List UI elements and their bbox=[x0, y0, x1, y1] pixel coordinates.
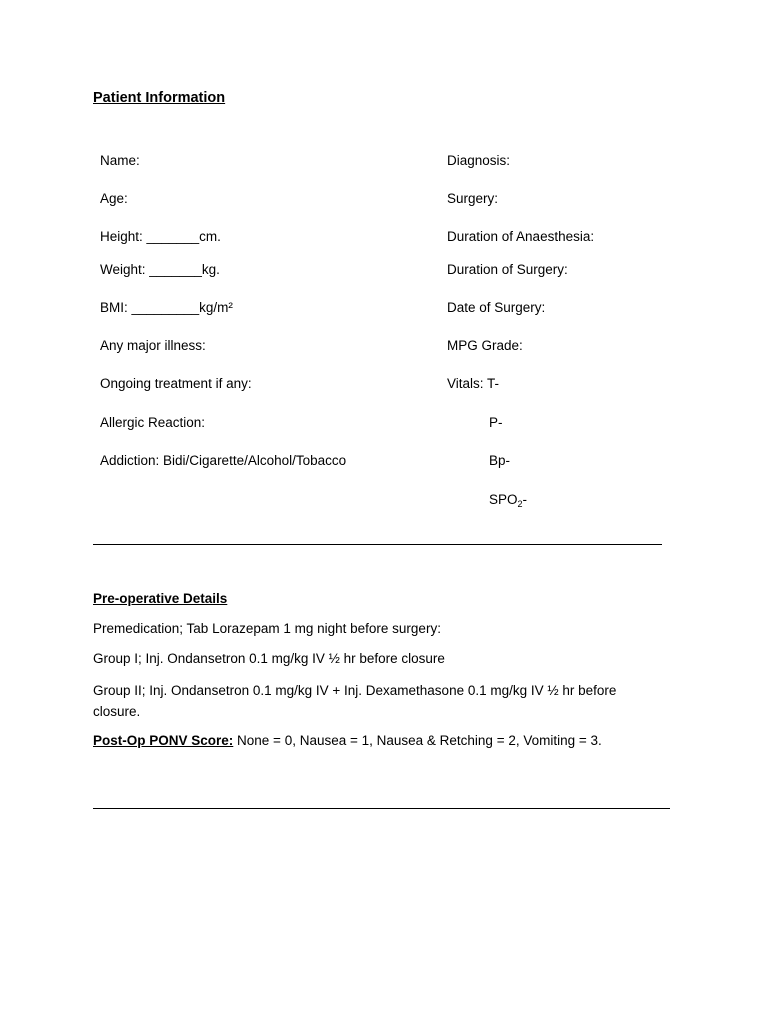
page-title: Patient Information bbox=[93, 90, 226, 106]
field-date-surgery: Date of Surgery: bbox=[447, 300, 546, 315]
field-allergic-reaction: Allergic Reaction: bbox=[100, 415, 206, 430]
field-major-illness: Any major illness: bbox=[100, 338, 206, 353]
field-weight: Weight: _______kg. bbox=[100, 262, 220, 277]
field-addiction: Addiction: Bidi/Cigarette/Alcohol/Tobacco bbox=[100, 453, 347, 468]
group1-text: Group I; Inj. Ondansetron 0.1 mg/kg IV ½ hr before closure bbox=[93, 651, 445, 666]
field-diagnosis: Diagnosis: bbox=[447, 153, 511, 168]
field-surgery: Surgery: bbox=[447, 191, 499, 206]
premedication-text: Premedication; Tab Lorazepam 1 mg night before surgery: bbox=[93, 621, 441, 636]
ponv-score-label: Post-Op PONV Score: bbox=[93, 733, 234, 748]
field-duration-anaesthesia: Duration of Anaesthesia: bbox=[447, 229, 595, 244]
ponv-score-line bbox=[93, 732, 602, 750]
field-duration-surgery: Duration of Surgery: bbox=[447, 262, 568, 277]
field-name: Name: bbox=[100, 153, 140, 168]
spo2-prefix: SPO bbox=[489, 492, 518, 507]
field-vitals-bp: Bp- bbox=[489, 453, 511, 468]
field-age: Age: bbox=[100, 191, 128, 206]
divider-line bbox=[93, 808, 670, 809]
field-mpg-grade: MPG Grade: bbox=[447, 338, 523, 353]
field-vitals-p: P- bbox=[489, 415, 503, 430]
field-height: Height: _______cm. bbox=[100, 229, 221, 244]
field-bmi: BMI: _________kg/m² bbox=[100, 300, 233, 315]
spo2-suffix: - bbox=[522, 492, 528, 507]
ponv-score-values: None = 0, Nausea = 1, Nausea & Retching = 2, Vomiting = 3. bbox=[233, 733, 602, 748]
spo2-subscript: 2 bbox=[517, 499, 523, 509]
field-vitals-spo2 bbox=[489, 491, 527, 510]
group2-text: Group II; Inj. Ondansetron 0.1 mg/kg IV + Inj. Dexamethasone 0.1 mg/kg IV ½ hr before closure. bbox=[93, 683, 617, 719]
preoperative-heading: Pre-operative Details bbox=[93, 591, 228, 606]
field-ongoing-treatment: Ongoing treatment if any: bbox=[100, 376, 252, 391]
divider-line bbox=[93, 544, 662, 545]
field-vitals-t: Vitals: T- bbox=[447, 376, 500, 391]
